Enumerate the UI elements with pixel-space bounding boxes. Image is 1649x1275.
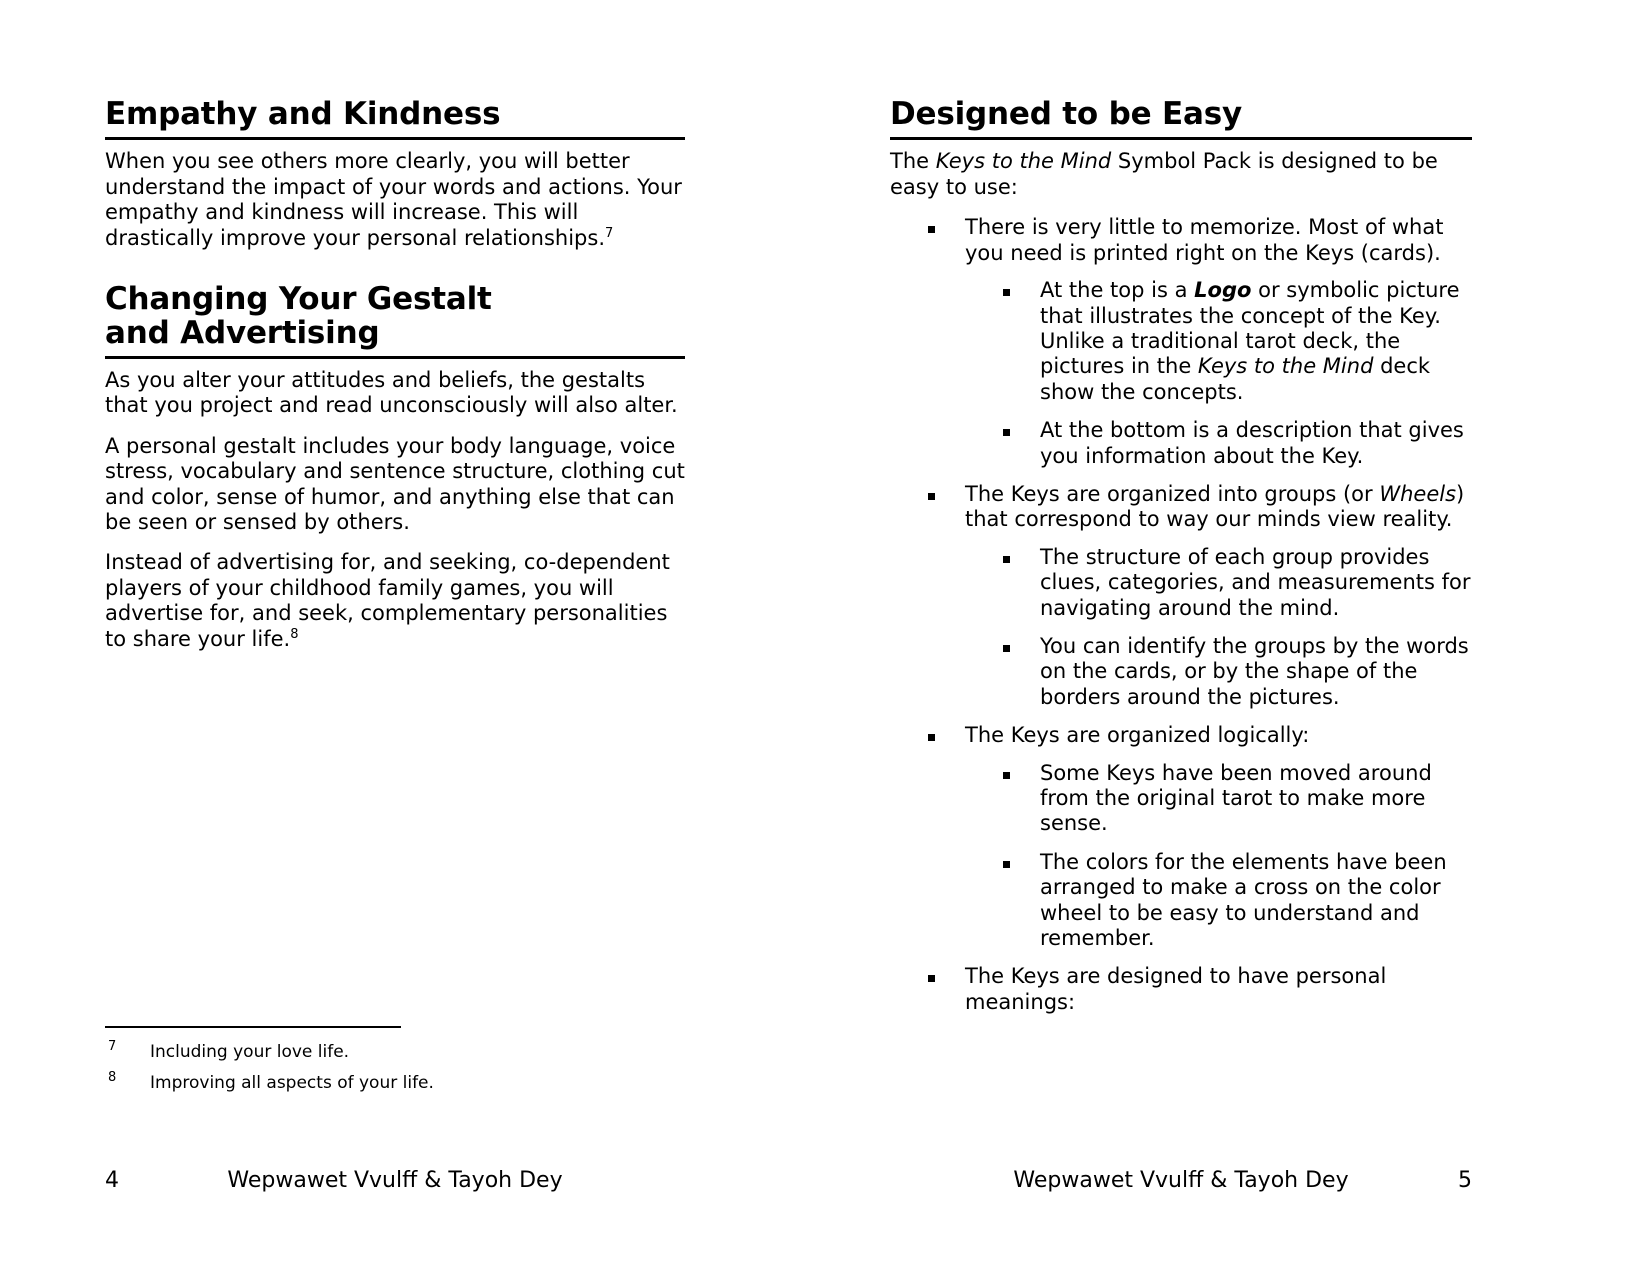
page-number-right: 5 [1458, 1168, 1472, 1193]
bullet-sublist [965, 278, 1472, 469]
intro-pre: The [890, 149, 936, 174]
square-bullet-icon [1003, 772, 1010, 779]
list-item-text: At the bottom is a description that gives you information about the Key. [1040, 418, 1464, 468]
footnote-8 [105, 1070, 685, 1094]
list-item-text: There is very little to memorize. Most of what you need is printed right on the Keys (cards). [965, 215, 1444, 265]
text-pre: The Keys are organized into groups (or [965, 481, 1380, 506]
bullet-list-designed-to-be-easy [890, 215, 1472, 1015]
intro-post: Symbol Pack is designed to be easy to use: [890, 149, 1438, 199]
list-item-text: The Keys are organized logically: [965, 723, 1310, 748]
heading-changing-your-gestalt [105, 283, 685, 359]
list-item-text: The structure of each group provides clues, categories, and measurements for navigating around the mind. [1040, 544, 1471, 620]
footnote-8-number: 8 [108, 1070, 117, 1086]
footnote-8-text: Improving all aspects of your life. [150, 1073, 434, 1094]
heading-text: Empathy and Kindness [105, 96, 501, 132]
square-bullet-icon [928, 493, 935, 500]
page-left-body [105, 98, 685, 652]
list-item [1003, 278, 1472, 405]
square-bullet-icon [1003, 556, 1010, 563]
list-item-text: The colors for the elements have been arranged to make a cross on the color wheel to be easy to understand and remember. [1040, 849, 1447, 951]
page-right [824, 0, 1649, 1275]
list-item-text: You can identify the groups by the words on the cards, or by the shape of the borders around the pictures. [1040, 633, 1469, 709]
footnote-separator-rule [105, 1026, 401, 1028]
paragraph-advertising [105, 550, 685, 652]
footnote-ref-8[interactable]: 8 [290, 626, 299, 642]
list-item [928, 723, 1472, 951]
page-footer-right [890, 1170, 1472, 1192]
list-item [928, 964, 1472, 1015]
footnote-7 [105, 1039, 685, 1063]
square-bullet-icon [928, 734, 935, 741]
list-item-text [965, 482, 1472, 533]
list-item-text: The Keys are designed to have personal meanings: [965, 964, 1387, 1014]
text-mid: or symbolic picture that illustrates the concept of the Key. Unlike a traditional tarot deck, the pictures in the [1040, 278, 1460, 379]
footer-title-left: Wepwawet Vvulff & Tayoh Dey [227, 1168, 563, 1193]
bullet-sublist [965, 761, 1472, 952]
square-bullet-icon [1003, 645, 1010, 652]
heading-line-1: Changing Your Gestalt [105, 281, 492, 318]
heading-designed-to-be-easy [890, 98, 1472, 140]
list-item-text: Some Keys have been moved around from the original tarot to make more sense. [1040, 760, 1432, 836]
list-item [1003, 634, 1472, 710]
list-item-text [1040, 278, 1472, 405]
paragraph-personal-gestalt: A personal gestalt includes your body language, voice stress, vocabulary and sentence structure, clothing cut and color, sense of humor, and anything else that can be seen or sensed by others. [105, 433, 685, 535]
paragraph-intro [890, 149, 1472, 200]
list-item [928, 215, 1472, 469]
text-wheels-italic: Wheels [1379, 481, 1457, 506]
square-bullet-icon [1003, 429, 1010, 436]
bullet-sublist [965, 545, 1472, 710]
text-logo-emphasis: Logo [1194, 278, 1252, 303]
square-bullet-icon [928, 975, 935, 982]
heading-text: Designed to be Easy [890, 96, 1242, 132]
heading-line-2: and Advertising [105, 314, 380, 351]
text-post: deck show the concepts. [1040, 354, 1431, 404]
paragraph-empathy-text: When you see others more clearly, you will better understand the impact of your words and actions. Your empathy and kindness will increase. This will drastically improve your personal relationships. [105, 149, 682, 250]
text-title-italic: Keys to the Mind [1197, 354, 1374, 379]
list-item [1003, 418, 1472, 469]
footnote-ref-7[interactable]: 7 [605, 225, 614, 241]
page-left [0, 0, 824, 1275]
paragraph-gestalt-alter: As you alter your attitudes and beliefs, the gestalts that you project and read unconsciously will also alter. [105, 368, 678, 418]
list-item [928, 482, 1472, 710]
page-right-body [890, 98, 1472, 1015]
list-item [1003, 850, 1472, 952]
intro-title-italic: Keys to the Mind [935, 149, 1112, 174]
page-footer-left [105, 1170, 685, 1192]
square-bullet-icon [1003, 861, 1010, 868]
footnote-7-number: 7 [108, 1039, 117, 1054]
text-pre: At the top is a [1040, 278, 1195, 303]
text-post: ) that correspond to way our minds view reality. [965, 481, 1465, 532]
square-bullet-icon [928, 226, 935, 233]
footnote-7-text: Including your love life. [150, 1042, 350, 1062]
heading-empathy-and-kindness [105, 98, 685, 140]
paragraph-empathy [105, 149, 685, 251]
footnote-area [105, 1026, 685, 1095]
square-bullet-icon [1003, 289, 1010, 296]
paragraph-advertising-text: Instead of advertising for, and seeking, co-dependent players of your childhood family games, you will advertise for, and seek, complementary personalities to share your life. [105, 550, 670, 651]
list-item [1003, 545, 1472, 621]
page-number-left: 4 [105, 1168, 119, 1193]
footer-title-right: Wepwawet Vvulff & Tayoh Dey [1013, 1168, 1349, 1193]
list-item [1003, 761, 1472, 837]
